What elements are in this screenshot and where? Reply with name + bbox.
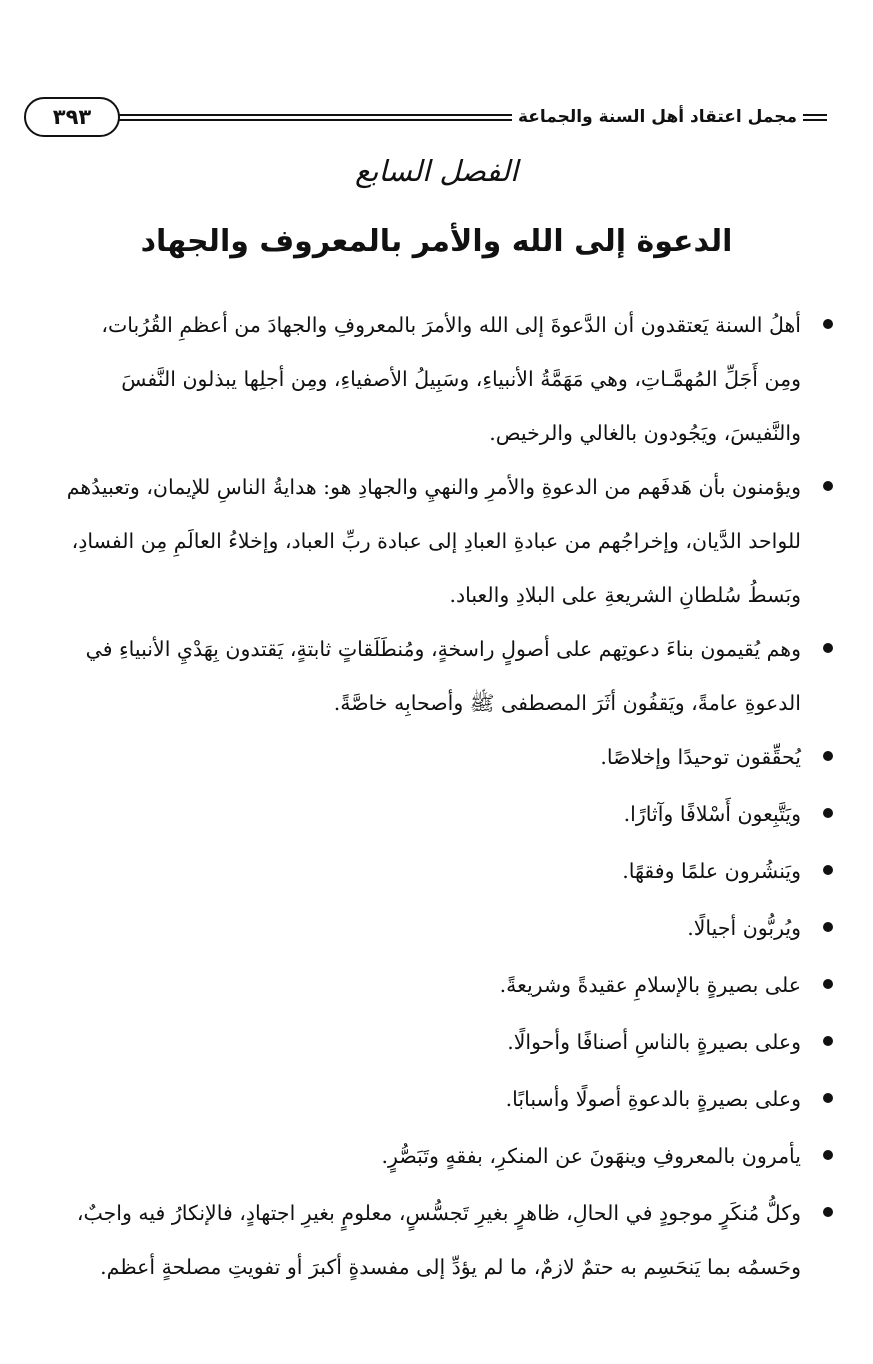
running-title: مجمل اعتقاد أهل السنة والجماعة (517, 107, 797, 127)
list-item (60, 1015, 835, 1072)
list-item-text: وعلى بصيرةٍ بالدعوةِ أصولًا وأسبابًا. (505, 1087, 801, 1111)
list-item (60, 298, 835, 460)
list-item (60, 730, 835, 787)
list-item (60, 787, 835, 844)
list-item-text: على بصيرةٍ بالإسلامِ عقيدةً وشريعةً. (499, 973, 801, 997)
list-item-text: وعلى بصيرةٍ بالناسِ أصنافًا وأحوالًا. (507, 1030, 801, 1054)
list-item-text: ويَتَّبِعون أَسْلافًا وآثارًا. (623, 802, 801, 826)
bullet-icon (823, 481, 833, 491)
list-item (60, 844, 835, 901)
list-item (60, 1129, 835, 1186)
list-item (60, 622, 835, 730)
list-item-text: وهم يُقيمون بناءَ دعوتِهم على أصولٍ راسخةٍ، ومُنطَلَقاتٍ ثابتةٍ، يَقتدون بِهَدْيِ الأنبياءِ في الدعوةِ عامةً، ويَقفُون أثَرَ المصطفى ﷺ وأصحابِه خاصَّةً. (85, 637, 801, 715)
list-item-text: ويؤمنون بأن هَدفَهم من الدعوةِ والأمرِ والنهيِ والجهادِ هو: هدايةُ الناسِ للإيمان، وتعبيدُهم للواحد الدَّيان، وإخراجُهم من عبادةِ العبادِ إلى عبادة ربِّ العباد، وإخلاءُ العالَمِ مِن الفسادِ، وبَسطُ سُلطانِ الشريعةِ على البلادِ والعباد. (66, 475, 801, 607)
list-item-text: يأمرون بالمعروفِ وينهَونَ عن المنكرِ، بفقهٍ وتَبَصُّرٍ. (381, 1144, 801, 1168)
list-item (60, 1186, 835, 1294)
bullet-icon (823, 643, 833, 653)
bullet-icon (823, 319, 833, 329)
list-item-text: يُحقِّقون توحيدًا وإخلاصًا. (600, 745, 801, 769)
bullet-icon (823, 922, 833, 932)
list-item (60, 1072, 835, 1129)
bullet-icon (823, 1093, 833, 1103)
bullet-icon (823, 1150, 833, 1160)
bullet-icon (823, 979, 833, 989)
page-number: ٣٩٣ (24, 97, 120, 137)
bullet-icon (823, 1036, 833, 1046)
list-item (60, 460, 835, 622)
bullet-icon (823, 808, 833, 818)
page-header (24, 92, 827, 142)
chapter-title: الفصل السابع (355, 154, 518, 188)
list-item-text: ويَنشُرون علمًا وفقهًا. (622, 859, 801, 883)
bullet-list (60, 298, 835, 1294)
header-leading-dash (803, 114, 827, 121)
list-item-text: أهلُ السنة يَعتقدون أن الدَّعوةَ إلى الله والأمرَ بالمعروفِ والجهادَ من أعظمِ القُرُبات، ومِن أَجَلِّ المُهمَّـاتِ، وهي مَهَمَّةُ الأنبياءِ، وسَبِيلُ الأصفياءِ، ومِن أجلِها يبذلون النَّفسَ والنَّفيسَ، ويَجُودون بالغالي والرخيص. (101, 313, 801, 445)
bullet-icon (823, 1207, 833, 1217)
bullet-icon (823, 865, 833, 875)
bullet-icon (823, 751, 833, 761)
list-item (60, 901, 835, 958)
list-item-text: وكلُّ مُنكَرٍ موجودٍ في الحالِ، ظاهرٍ بغيرِ تَجسُّسٍ، معلومٍ بغيرِ اجتهادٍ، فالإنكارُ فيه واجبٌ، وحَسمُه بما يَنحَسِم به حتمٌ لازمٌ، ما لم يؤدِّ إلى مفسدةٍ أكبرَ أو تفويتِ مصلحةٍ أعظم. (76, 1201, 801, 1279)
header-rule (118, 114, 512, 121)
list-item-text: ويُربُّون أجيالًا. (687, 916, 801, 940)
section-title: الدعوة إلى الله والأمر بالمعروف والجهاد (140, 224, 733, 259)
list-item (60, 958, 835, 1015)
